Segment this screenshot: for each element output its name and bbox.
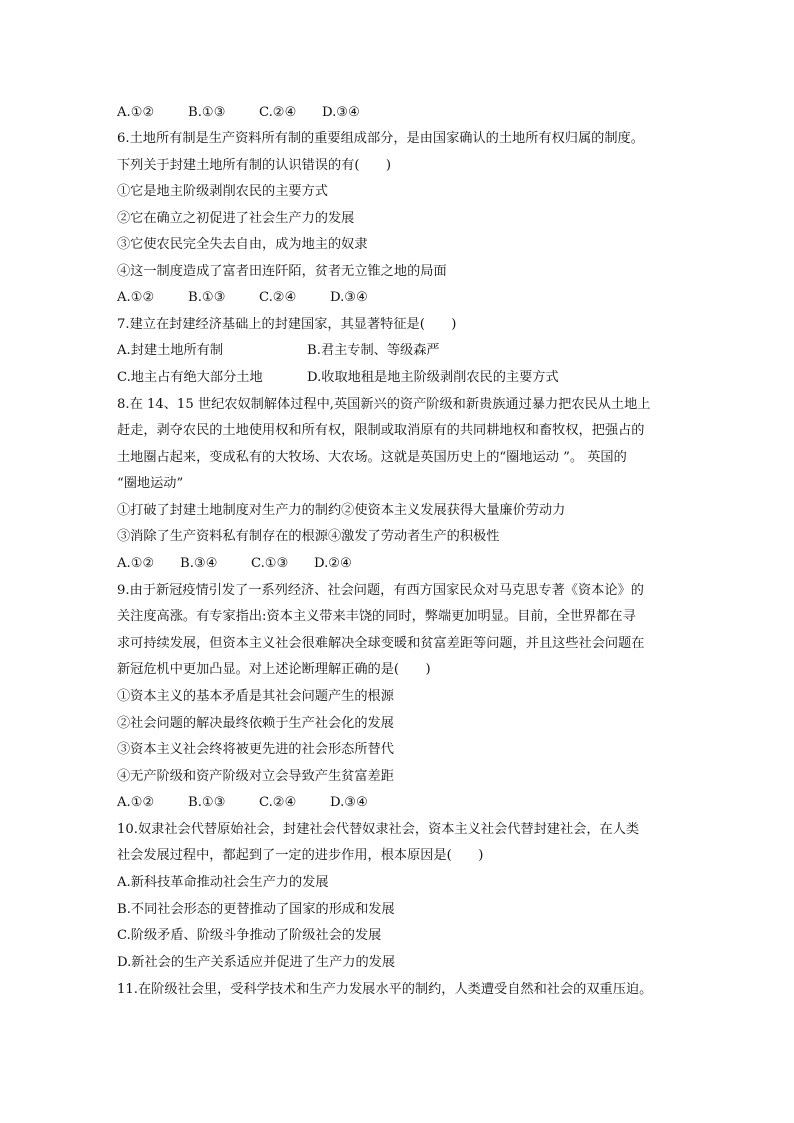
q9-item-2: ②社会问题的解决最终依赖于生产社会化的发展 [117, 716, 394, 731]
q6-item-3: ③它使农民完全失去自由，成为地主的奴隶 [117, 237, 368, 252]
q6-item-2: ②它在确立之初促进了社会生产力的发展 [117, 211, 355, 226]
q8-option-c: C.①③ [251, 556, 289, 571]
q9-stem-line-1: 9.由于新冠疫情引发了一系列经济、社会问题，有西方国家民众对马克思专著《资本论》的 [117, 583, 644, 598]
q6-item-1: ①它是地主阶级剥削农民的主要方式 [117, 184, 328, 199]
q7-option-d: D.收取地租是地主阶级剥削农民的主要方式 [307, 370, 559, 385]
q6-option-c: C.②④ [259, 290, 297, 305]
q8-option-b: B.③④ [180, 556, 218, 571]
q8-option-a: A.①② [117, 556, 155, 571]
q5-options [117, 103, 360, 123]
q9-options [117, 793, 368, 813]
q5-option-c: C.②④ [259, 105, 297, 120]
q8-items-line-1: ①打破了封建土地制度对生产力的制约②使资本主义发展获得大量廉价劳动力 [117, 503, 566, 518]
q6-option-a: A.①② [117, 290, 155, 305]
q8-stem-line-2: 赶走，剥夺农民的土地使用权和所有权，限制或取消原有的共同耕地权和畜牧权，把强占的 [117, 423, 645, 438]
q10-stem-line-1: 10.奴隶社会代替原始社会，封建社会代替奴隶社会，资本主义社会代替封建社会，在人类 [117, 822, 640, 837]
q8-stem-line-3: 土地圈占起来，变成私有的大牧场、大农场。这就是英国历史上的“圈地运动 ”。 英国的 [117, 450, 627, 465]
q7-option-c: C.地主占有绝大部分土地 [117, 370, 263, 385]
q8-option-d: D.②④ [314, 556, 352, 571]
q10-option-c: C.阶级矛盾、阶级斗争推动了阶级社会的发展 [117, 928, 382, 943]
q9-option-b: B.①③ [188, 795, 226, 810]
q9-option-a: A.①② [117, 795, 155, 810]
q9-stem-line-4: 新冠危机中更加凸显。对上述论断理解正确的是( ) [117, 662, 431, 677]
q9-stem-line-3: 求可持续发展，但资本主义社会很难解决全球变暖和贫富差距等问题，并且这些社会问题在 [117, 636, 645, 651]
q7-options-row-1 [117, 341, 687, 361]
q7-options-row-2 [117, 368, 687, 388]
q8-options [117, 554, 352, 574]
q6-item-4: ④这一制度造成了富者田连阡陌，贫者无立锥之地的局面 [117, 264, 447, 279]
q10-option-b: B.不同社会形态的更替推动了国家的形成和发展 [117, 902, 395, 917]
q9-option-c: C.②④ [259, 795, 297, 810]
q10-option-a: A.新科技革命推动社会生产力的发展 [117, 875, 329, 890]
q6-stem-line-2: 下列关于封建土地所有制的认识错误的有( ) [117, 158, 392, 173]
q7-option-a: A.封建土地所有制 [117, 343, 224, 358]
q9-item-1: ①资本主义的基本矛盾是其社会问题产生的根源 [117, 689, 394, 704]
q8-stem-line-1: 8.在 14、15 世纪农奴制解体过程中,英国新兴的资产阶级和新贵族通过暴力把农民从土地上 [117, 397, 651, 412]
q10-stem-line-2: 社会发展过程中，都起到了一定的进步作用，根本原因是( ) [117, 848, 484, 863]
q7-stem: 7.建立在封建经济基础上的封建国家，其显著特征是( ) [117, 317, 457, 332]
q11-stem-line-1: 11.在阶级社会里，受科学技术和生产力发展水平的制约，人类遭受自然和社会的双重压迫。 [117, 982, 653, 997]
q8-items-line-2: ③消除了生产资料私有制存在的根源④激发了劳动者生产的积极性 [117, 529, 500, 544]
q6-stem-line-1: 6.土地所有制是生产资料所有制的重要组成部分，是由国家确认的土地所有权归属的制度。 [117, 131, 644, 146]
q9-option-d: D.③④ [330, 795, 368, 810]
q9-item-3: ③资本主义社会终将被更先进的社会形态所替代 [117, 742, 394, 757]
q8-stem-line-4: “圈地运动” [117, 476, 184, 491]
q5-option-a: A.①② [117, 105, 155, 120]
q5-option-b: B.①③ [188, 105, 226, 120]
q6-options [117, 288, 368, 308]
q9-stem-line-2: 关注度高涨。有专家指出:资本主义带来丰饶的同时，弊端更加明显。目前，全世界都在寻 [117, 609, 636, 624]
q7-option-b: B.君主专制、等级森严 [307, 343, 440, 358]
q9-item-4: ④无产阶级和资产阶级对立会导致产生贫富差距 [117, 769, 394, 784]
q10-option-d: D.新社会的生产关系适应并促进了生产力的发展 [117, 955, 396, 970]
q6-option-b: B.①③ [188, 290, 226, 305]
q5-option-d: D.③④ [322, 105, 360, 120]
q6-option-d: D.③④ [330, 290, 368, 305]
